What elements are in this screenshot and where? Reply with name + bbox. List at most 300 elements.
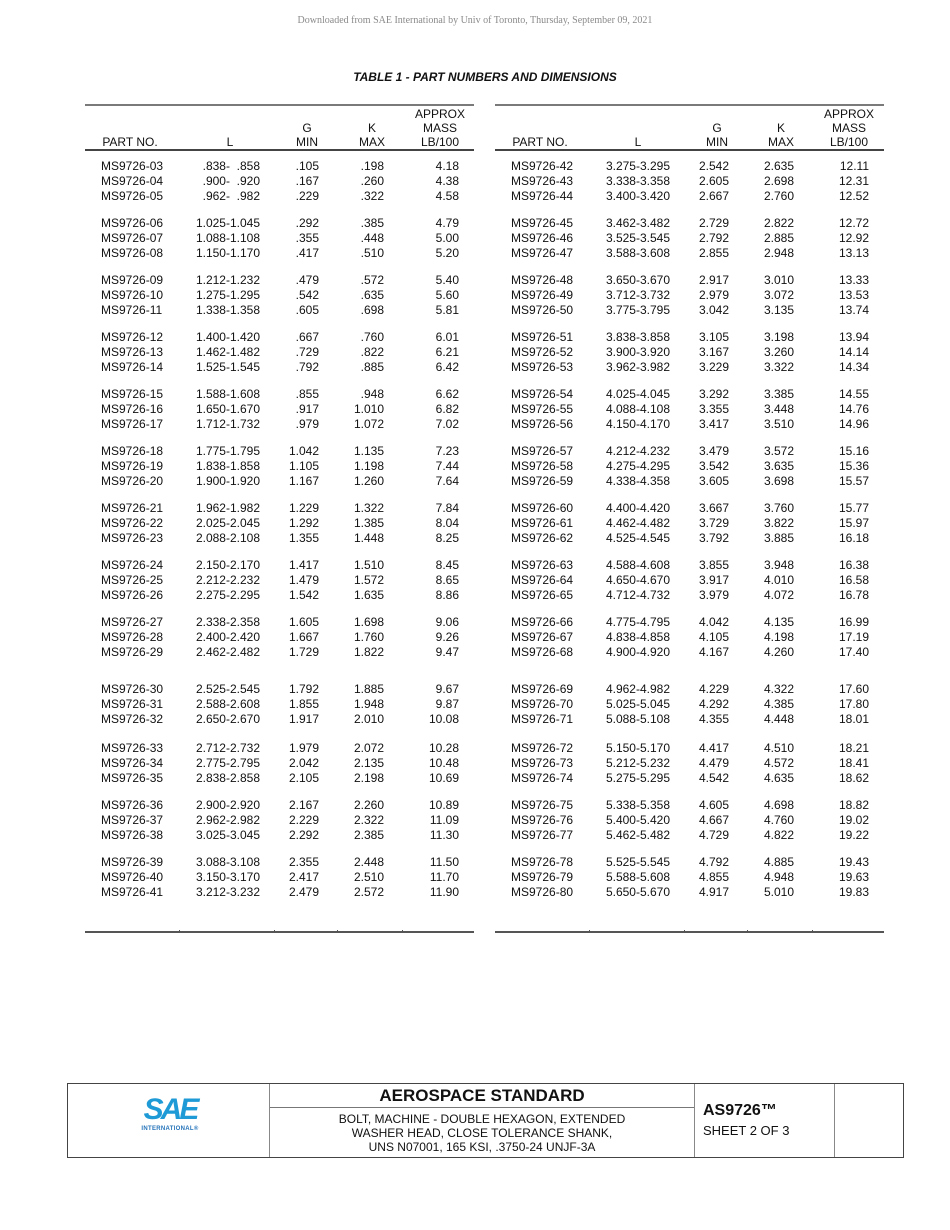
g-min-cell: 4.042 xyxy=(698,615,729,629)
header-k-max: MAX xyxy=(767,135,794,149)
g-min-cell: 1.729 xyxy=(288,644,319,659)
k-max-cell: 2.885 xyxy=(763,230,794,245)
part-number-cell: MS9726-17 xyxy=(101,416,164,431)
header-mass: MASS xyxy=(831,121,866,135)
table-row xyxy=(495,402,884,416)
g-min-cell: 3.167 xyxy=(698,344,729,359)
length-range-cell: 3.650-3.670 xyxy=(605,273,670,287)
approx-mass-cell: 6.01 xyxy=(435,330,459,344)
length-range-cell: 3.525-3.545 xyxy=(605,230,670,245)
part-number-cell: MS9726-22 xyxy=(101,515,164,530)
k-max-cell: 1.322 xyxy=(353,501,384,515)
table-row xyxy=(85,288,474,302)
part-number-cell: MS9726-74 xyxy=(511,770,574,785)
part-number-cell: MS9726-42 xyxy=(511,159,574,173)
k-max-cell: 1.698 xyxy=(353,615,384,629)
part-number-cell: MS9726-45 xyxy=(511,216,574,230)
k-max-cell: 1.885 xyxy=(353,682,384,696)
part-number-cell: MS9726-23 xyxy=(101,530,164,545)
k-max-cell: 3.135 xyxy=(763,302,794,317)
length-range-cell: 1.712-1.732 xyxy=(195,416,260,431)
part-number-cell: MS9726-69 xyxy=(511,682,574,696)
table-row xyxy=(495,330,884,344)
approx-mass-cell: 15.77 xyxy=(838,501,869,515)
part-number-cell: MS9726-06 xyxy=(101,216,164,230)
approx-mass-cell: 15.36 xyxy=(838,458,869,473)
part-number-cell: MS9726-38 xyxy=(101,827,164,842)
length-range-cell: 1.150-1.170 xyxy=(195,245,260,260)
length-range-cell: 5.150-5.170 xyxy=(605,741,670,755)
part-number-cell: MS9726-78 xyxy=(511,855,574,869)
g-min-cell: 2.605 xyxy=(698,173,729,188)
length-range-cell: 3.150-3.170 xyxy=(195,869,260,884)
table-row xyxy=(85,828,474,842)
table-row xyxy=(85,682,474,696)
length-range-cell: 4.650-4.670 xyxy=(605,572,670,587)
k-max-cell: 2.510 xyxy=(353,869,384,884)
k-max-cell: .198 xyxy=(360,159,384,173)
part-number-cell: MS9726-67 xyxy=(511,629,574,644)
table-row xyxy=(85,501,474,515)
k-max-cell: .385 xyxy=(360,216,384,230)
length-range-cell: 3.212-3.232 xyxy=(195,884,260,899)
part-number-cell: MS9726-35 xyxy=(101,770,164,785)
approx-mass-cell: 9.87 xyxy=(435,696,459,711)
part-number-cell: MS9726-18 xyxy=(101,444,164,458)
length-range-cell: 1.838-1.858 xyxy=(195,458,260,473)
part-number-cell: MS9726-27 xyxy=(101,615,164,629)
part-number-cell: MS9726-19 xyxy=(101,458,164,473)
approx-mass-cell: 8.45 xyxy=(435,558,459,572)
part-number-cell: MS9726-34 xyxy=(101,755,164,770)
k-max-cell: 5.010 xyxy=(763,884,794,899)
table-row xyxy=(495,771,884,785)
g-min-cell: 2.479 xyxy=(288,884,319,899)
table-row xyxy=(85,771,474,785)
k-max-cell: 3.385 xyxy=(763,387,794,401)
table-row xyxy=(85,573,474,587)
g-min-cell: 3.729 xyxy=(698,515,729,530)
k-max-cell: 2.635 xyxy=(763,159,794,173)
length-range-cell: .900- .920 xyxy=(202,173,260,188)
approx-mass-cell: 13.33 xyxy=(838,273,869,287)
approx-mass-cell: 11.30 xyxy=(429,827,459,842)
length-range-cell: 2.962-2.982 xyxy=(195,812,260,827)
table-row xyxy=(495,246,884,260)
approx-mass-cell: 19.63 xyxy=(838,869,869,884)
table-row xyxy=(495,174,884,188)
approx-mass-cell: 9.47 xyxy=(435,644,459,659)
table-row xyxy=(495,712,884,726)
approx-mass-cell: 6.21 xyxy=(435,344,459,359)
k-max-cell: 3.822 xyxy=(763,515,794,530)
table-row xyxy=(495,630,884,644)
k-max-cell: 2.260 xyxy=(353,798,384,812)
table-row xyxy=(85,798,474,812)
approx-mass-cell: 9.26 xyxy=(435,629,459,644)
part-description xyxy=(270,1108,694,1154)
length-range-cell: 4.588-4.608 xyxy=(605,558,670,572)
g-min-cell: .855 xyxy=(295,387,319,401)
table-row xyxy=(495,288,884,302)
part-number-cell: MS9726-21 xyxy=(101,501,164,515)
length-range-cell: 2.025-2.045 xyxy=(195,515,260,530)
approx-mass-cell: 13.74 xyxy=(838,302,869,317)
table-row xyxy=(85,444,474,458)
k-max-cell: 1.198 xyxy=(353,458,384,473)
k-max-cell: 1.948 xyxy=(353,696,384,711)
part-number-cell: MS9726-46 xyxy=(511,230,574,245)
part-number-cell: MS9726-79 xyxy=(511,869,574,884)
approx-mass-cell: 10.48 xyxy=(428,755,459,770)
table-row xyxy=(85,387,474,401)
part-number-cell: MS9726-71 xyxy=(511,711,574,726)
length-range-cell: 3.462-3.482 xyxy=(605,216,670,230)
approx-mass-cell: 5.81 xyxy=(435,302,459,317)
approx-mass-cell: 5.00 xyxy=(435,230,459,245)
table-row xyxy=(495,474,884,488)
table-row xyxy=(495,870,884,884)
approx-mass-cell: 8.86 xyxy=(435,587,459,602)
header-l: L xyxy=(226,135,234,149)
length-range-cell: 2.400-2.420 xyxy=(195,629,260,644)
k-max-cell: 4.822 xyxy=(763,827,794,842)
table-row xyxy=(85,588,474,602)
table-row xyxy=(85,885,474,899)
part-number-cell: MS9726-49 xyxy=(511,287,574,302)
length-range-cell: 1.088-1.108 xyxy=(195,230,260,245)
g-min-cell: .605 xyxy=(295,302,319,317)
table-header xyxy=(495,106,884,151)
approx-mass-cell: 13.94 xyxy=(838,330,869,344)
approx-mass-cell: 16.18 xyxy=(838,530,869,545)
length-range-cell: 5.275-5.295 xyxy=(605,770,670,785)
table-row xyxy=(85,630,474,644)
approx-mass-cell: 10.28 xyxy=(428,741,459,755)
part-number-cell: MS9726-24 xyxy=(101,558,164,572)
table-row xyxy=(495,387,884,401)
approx-mass-cell: 12.92 xyxy=(838,230,869,245)
table-row xyxy=(495,216,884,230)
k-max-cell: 2.135 xyxy=(353,755,384,770)
table-row xyxy=(85,558,474,572)
part-number-cell: MS9726-77 xyxy=(511,827,574,842)
k-max-cell: 3.948 xyxy=(763,558,794,572)
sae-logo-subtitle: INTERNATIONAL® xyxy=(141,1126,199,1132)
table-row xyxy=(495,303,884,317)
table-row xyxy=(85,216,474,230)
g-min-cell: 2.167 xyxy=(288,798,319,812)
sae-logo-mark: SAE xyxy=(143,1093,197,1126)
g-min-cell: 3.605 xyxy=(698,473,729,488)
header-k-max: MAX xyxy=(358,135,385,149)
g-min-cell: 3.042 xyxy=(698,302,729,317)
table-row xyxy=(85,189,474,203)
k-max-cell: 2.572 xyxy=(353,884,384,899)
approx-mass-cell: 4.79 xyxy=(435,216,459,230)
k-max-cell: 1.635 xyxy=(353,587,384,602)
header-approx: APPROX xyxy=(823,107,874,121)
k-max-cell: .260 xyxy=(360,173,384,188)
header-part-no: PART NO. xyxy=(512,135,568,149)
approx-mass-cell: 10.08 xyxy=(428,711,459,726)
k-max-cell: 4.385 xyxy=(763,696,794,711)
g-min-cell: 1.292 xyxy=(288,515,319,530)
length-range-cell: .962- .982 xyxy=(202,188,260,203)
g-min-cell: 4.292 xyxy=(698,696,729,711)
length-range-cell: 1.212-1.232 xyxy=(195,273,260,287)
part-number-cell: MS9726-03 xyxy=(101,159,164,173)
part-number-cell: MS9726-60 xyxy=(511,501,574,515)
g-min-cell: 1.917 xyxy=(288,711,319,726)
length-range-cell: 2.338-2.358 xyxy=(195,615,260,629)
g-min-cell: 4.605 xyxy=(698,798,729,812)
length-range-cell: 5.025-5.045 xyxy=(605,696,670,711)
table-row xyxy=(85,402,474,416)
k-max-cell: 1.260 xyxy=(353,473,384,488)
length-range-cell: 5.400-5.420 xyxy=(605,812,670,827)
k-max-cell: .572 xyxy=(360,273,384,287)
part-number-cell: MS9726-75 xyxy=(511,798,574,812)
approx-mass-cell: 11.70 xyxy=(429,869,459,884)
part-number-cell: MS9726-63 xyxy=(511,558,574,572)
part-number-cell: MS9726-54 xyxy=(511,387,574,401)
document-number: AS9726™ xyxy=(703,1102,777,1119)
table-row xyxy=(85,531,474,545)
table-row xyxy=(85,645,474,659)
table-row xyxy=(85,159,474,173)
table-row xyxy=(85,712,474,726)
table-row xyxy=(495,588,884,602)
k-max-cell: 4.510 xyxy=(763,741,794,755)
table-row xyxy=(85,459,474,473)
table-row xyxy=(495,798,884,812)
length-range-cell: 3.338-3.358 xyxy=(605,173,670,188)
download-watermark: Downloaded from SAE International by Univ of Toronto, Thursday, September 09, 2021 xyxy=(297,15,653,26)
header-approx: APPROX xyxy=(414,107,465,121)
g-min-cell: 1.479 xyxy=(288,572,319,587)
part-number-cell: MS9726-56 xyxy=(511,416,574,431)
part-number-cell: MS9726-53 xyxy=(511,359,574,374)
table-row xyxy=(495,855,884,869)
length-range-cell: 3.962-3.982 xyxy=(605,359,670,374)
k-max-cell: 4.072 xyxy=(763,587,794,602)
k-max-cell: 3.260 xyxy=(763,344,794,359)
approx-mass-cell: 18.82 xyxy=(838,798,869,812)
length-range-cell: 5.462-5.482 xyxy=(605,827,670,842)
length-range-cell: 1.462-1.482 xyxy=(195,344,260,359)
length-range-cell: 4.212-4.232 xyxy=(605,444,670,458)
g-min-cell: 3.417 xyxy=(698,416,729,431)
g-min-cell: 1.605 xyxy=(288,615,319,629)
g-min-cell: 4.855 xyxy=(698,869,729,884)
approx-mass-cell: 7.64 xyxy=(435,473,459,488)
title-cell xyxy=(270,1084,695,1157)
table-row xyxy=(495,741,884,755)
approx-mass-cell: 10.89 xyxy=(428,798,459,812)
part-number-cell: MS9726-43 xyxy=(511,173,574,188)
description-line-1: BOLT, MACHINE - DOUBLE HEXAGON, EXTENDED xyxy=(338,1112,626,1126)
length-range-cell: 2.462-2.482 xyxy=(195,644,260,659)
part-number-cell: MS9726-50 xyxy=(511,302,574,317)
part-number-cell: MS9726-70 xyxy=(511,696,574,711)
g-min-cell: 4.729 xyxy=(698,827,729,842)
length-range-cell: 1.962-1.982 xyxy=(195,501,260,515)
table-row xyxy=(495,697,884,711)
k-max-cell: 3.072 xyxy=(763,287,794,302)
part-number-cell: MS9726-10 xyxy=(101,287,164,302)
table-row xyxy=(85,303,474,317)
part-number-cell: MS9726-12 xyxy=(101,330,164,344)
part-number-cell: MS9726-05 xyxy=(101,188,164,203)
approx-mass-cell: 10.69 xyxy=(428,770,459,785)
table-row xyxy=(495,813,884,827)
k-max-cell: 4.635 xyxy=(763,770,794,785)
k-max-cell: 2.198 xyxy=(353,770,384,785)
length-range-cell: 2.900-2.920 xyxy=(195,798,260,812)
g-min-cell: 1.355 xyxy=(288,530,319,545)
length-range-cell: 5.525-5.545 xyxy=(605,855,670,869)
part-number-cell: MS9726-11 xyxy=(101,302,163,317)
g-min-cell: 4.792 xyxy=(698,855,729,869)
part-number-cell: MS9726-65 xyxy=(511,587,574,602)
part-number-cell: MS9726-66 xyxy=(511,615,574,629)
k-max-cell: 4.448 xyxy=(763,711,794,726)
part-number-cell: MS9726-48 xyxy=(511,273,574,287)
table-row xyxy=(85,417,474,431)
g-min-cell: 3.105 xyxy=(698,330,729,344)
g-min-cell: .355 xyxy=(295,230,319,245)
approx-mass-cell: 8.04 xyxy=(435,515,459,530)
approx-mass-cell: 18.41 xyxy=(838,755,869,770)
table-row xyxy=(495,756,884,770)
table-row xyxy=(85,246,474,260)
g-min-cell: 3.792 xyxy=(698,530,729,545)
part-number-cell: MS9726-51 xyxy=(511,330,574,344)
approx-mass-cell: 9.06 xyxy=(435,615,459,629)
length-range-cell: 4.025-4.045 xyxy=(605,387,670,401)
k-max-cell: 3.198 xyxy=(763,330,794,344)
approx-mass-cell: 12.72 xyxy=(838,216,869,230)
part-number-cell: MS9726-33 xyxy=(101,741,164,755)
parts-table-left xyxy=(85,104,474,899)
length-range-cell: 1.025-1.045 xyxy=(195,216,260,230)
k-max-cell: 3.635 xyxy=(763,458,794,473)
length-range-cell: 2.088-2.108 xyxy=(195,530,260,545)
table-row xyxy=(495,516,884,530)
g-min-cell: 1.105 xyxy=(288,458,319,473)
length-range-cell: 5.650-5.670 xyxy=(605,884,670,899)
approx-mass-cell: 14.76 xyxy=(838,401,869,416)
length-range-cell: 4.838-4.858 xyxy=(605,629,670,644)
length-range-cell: 4.900-4.920 xyxy=(605,644,670,659)
k-max-cell: 2.948 xyxy=(763,245,794,260)
k-max-cell: 4.260 xyxy=(763,644,794,659)
length-range-cell: 3.088-3.108 xyxy=(195,855,260,869)
part-number-cell: MS9726-80 xyxy=(511,884,574,899)
approx-mass-cell: 19.83 xyxy=(838,884,869,899)
approx-mass-cell: 4.58 xyxy=(435,188,459,203)
k-max-cell: 2.072 xyxy=(353,741,384,755)
part-number-cell: MS9726-32 xyxy=(101,711,164,726)
table-row xyxy=(85,345,474,359)
k-max-cell: 3.885 xyxy=(763,530,794,545)
part-number-cell: MS9726-04 xyxy=(101,173,164,188)
part-number-cell: MS9726-20 xyxy=(101,473,164,488)
length-range-cell: 1.900-1.920 xyxy=(195,473,260,488)
length-range-cell: 1.275-1.295 xyxy=(195,287,260,302)
g-min-cell: .167 xyxy=(295,173,319,188)
part-number-cell: MS9726-36 xyxy=(101,798,164,812)
part-number-cell: MS9726-08 xyxy=(101,245,164,260)
table-row xyxy=(495,273,884,287)
g-min-cell: 2.042 xyxy=(288,755,319,770)
length-range-cell: 2.212-2.232 xyxy=(195,572,260,587)
g-min-cell: .729 xyxy=(295,344,319,359)
k-max-cell: 1.822 xyxy=(353,644,384,659)
table-row xyxy=(85,273,474,287)
length-range-cell: 4.962-4.982 xyxy=(605,682,670,696)
g-min-cell: 1.417 xyxy=(288,558,319,572)
approx-mass-cell: 8.65 xyxy=(435,572,459,587)
g-min-cell: 2.417 xyxy=(288,869,319,884)
k-max-cell: 4.948 xyxy=(763,869,794,884)
k-max-cell: 4.198 xyxy=(763,629,794,644)
header-lb100: LB/100 xyxy=(829,135,869,149)
part-number-cell: MS9726-52 xyxy=(511,344,574,359)
approx-mass-cell: 6.82 xyxy=(435,401,459,416)
table-row xyxy=(495,417,884,431)
header-mass: MASS xyxy=(422,121,457,135)
part-number-cell: MS9726-07 xyxy=(101,230,164,245)
table-row xyxy=(495,159,884,173)
part-number-cell: MS9726-29 xyxy=(101,644,164,659)
part-number-cell: MS9726-28 xyxy=(101,629,164,644)
k-max-cell: .948 xyxy=(360,387,384,401)
table-row xyxy=(495,645,884,659)
length-range-cell: 4.400-4.420 xyxy=(605,501,670,515)
approx-mass-cell: 13.53 xyxy=(838,287,869,302)
part-number-cell: MS9726-13 xyxy=(101,344,164,359)
part-number-cell: MS9726-37 xyxy=(101,812,164,827)
k-max-cell: .635 xyxy=(360,287,384,302)
g-min-cell: 2.105 xyxy=(288,770,319,785)
approx-mass-cell: 8.25 xyxy=(435,530,459,545)
approx-mass-cell: 16.38 xyxy=(838,558,869,572)
table-row xyxy=(85,615,474,629)
length-range-cell: 1.775-1.795 xyxy=(195,444,260,458)
k-max-cell: .698 xyxy=(360,302,384,317)
description-line-2: WASHER HEAD, CLOSE TOLERANCE SHANK, xyxy=(351,1126,613,1140)
g-min-cell: 1.042 xyxy=(288,444,319,458)
g-min-cell: 4.105 xyxy=(698,629,729,644)
length-range-cell: 2.712-2.732 xyxy=(195,741,260,755)
length-range-cell: 5.212-5.232 xyxy=(605,755,670,770)
g-min-cell: 2.855 xyxy=(698,245,729,260)
part-number-cell: MS9726-55 xyxy=(511,401,574,416)
approx-mass-cell: 12.52 xyxy=(838,188,869,203)
k-max-cell: 4.010 xyxy=(763,572,794,587)
k-max-cell: .885 xyxy=(360,359,384,374)
table-row xyxy=(85,855,474,869)
k-max-cell: 2.698 xyxy=(763,173,794,188)
approx-mass-cell: 19.22 xyxy=(838,827,869,842)
length-range-cell: 1.338-1.358 xyxy=(195,302,260,317)
table-row xyxy=(495,615,884,629)
length-range-cell: 4.712-4.732 xyxy=(605,587,670,602)
k-max-cell: .510 xyxy=(360,245,384,260)
g-min-cell: 1.167 xyxy=(288,473,319,488)
